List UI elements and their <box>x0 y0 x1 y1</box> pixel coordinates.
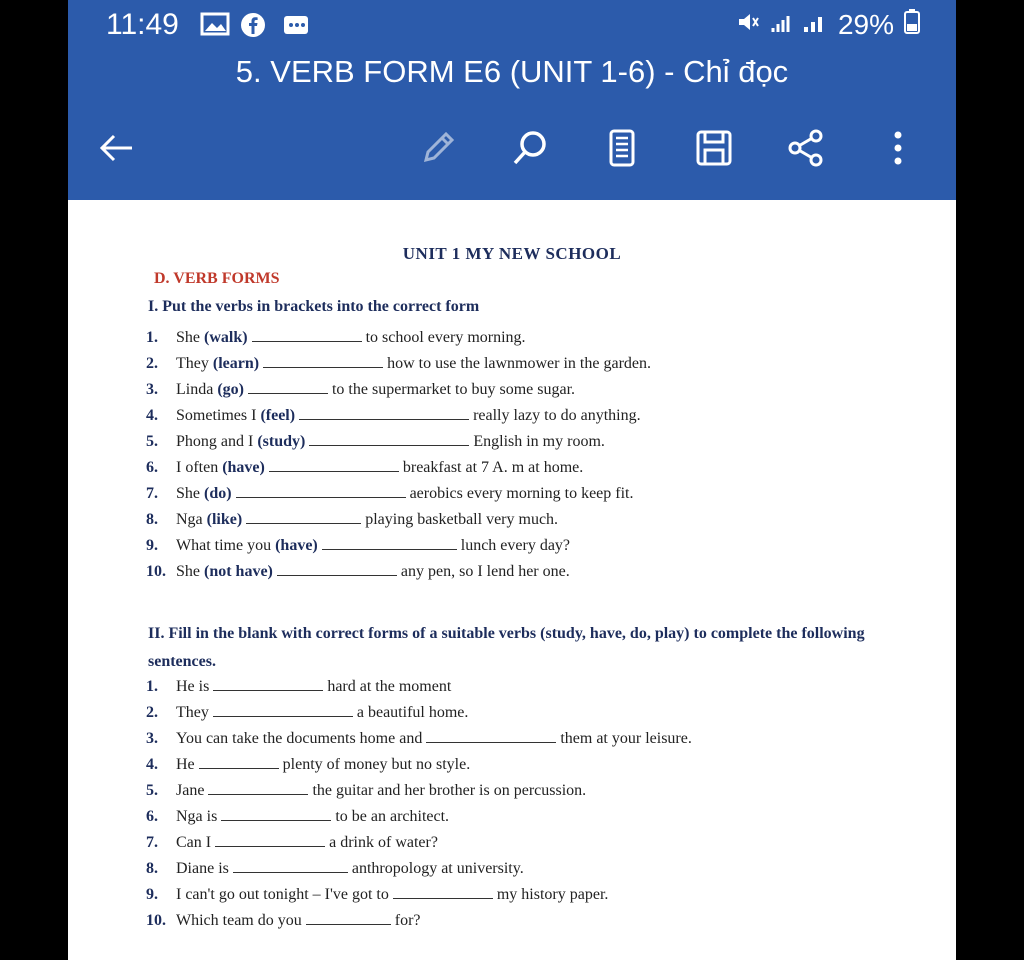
save-icon[interactable] <box>690 124 738 172</box>
answer-blank <box>208 780 308 795</box>
answer-blank <box>322 535 457 550</box>
exercise-1-item: 2. They (learn) how to use the lawnmower in the garden. <box>146 355 652 372</box>
exercise-1-item: 3. Linda (go) to the supermarket to buy some sugar. <box>146 381 576 398</box>
signal-icon <box>802 9 828 41</box>
exercise-2-item: 4. He plenty of money but no style. <box>146 756 471 773</box>
answer-blank <box>233 858 348 873</box>
exercise-1-item: 5. Phong and I (study) English in my room. <box>146 433 605 450</box>
exercise-2-item: 6. Nga is to be an architect. <box>146 808 450 825</box>
battery-percent: 29% <box>837 8 894 40</box>
facebook-icon <box>240 12 266 43</box>
answer-blank <box>248 379 328 394</box>
answer-blank <box>252 327 362 342</box>
wifi-calling-icon <box>770 9 792 41</box>
back-arrow-icon[interactable] <box>92 124 140 172</box>
battery-icon <box>904 8 920 41</box>
answer-blank <box>213 676 323 691</box>
answer-blank <box>299 405 469 420</box>
status-time: 11:49 <box>106 8 179 41</box>
exercise-2-item: 3. You can take the documents home and them at your leisure. <box>146 730 692 747</box>
exercise-2-item: 7. Can I a drink of water? <box>146 834 438 851</box>
reader-mode-icon[interactable] <box>598 124 646 172</box>
exercise-2-item: 2. They a beautiful home. <box>146 704 469 721</box>
exercise-2-item: 10. Which team do you for? <box>146 912 421 929</box>
answer-blank <box>277 561 397 576</box>
exercise-2-item: 1. He is hard at the moment <box>146 678 452 695</box>
answer-blank <box>246 509 361 524</box>
phone-screen <box>68 0 956 960</box>
answer-blank <box>213 702 353 717</box>
exercise-1-heading: I. Put the verbs in brackets into the correct form <box>148 298 480 315</box>
exercise-2-item: 9. I can't go out tonight – I've got to my history paper. <box>146 886 609 903</box>
exercise-2-item: 8. Diane is anthropology at university. <box>146 860 524 877</box>
answer-blank <box>393 884 493 899</box>
exercise-1-item: 10. She (not have) any pen, so I lend her one. <box>146 563 570 580</box>
exercise-1-item: 8. Nga (like) playing basketball very much. <box>146 511 559 528</box>
answer-blank <box>221 806 331 821</box>
answer-blank <box>269 457 399 472</box>
share-icon[interactable] <box>782 124 830 172</box>
document-page[interactable] <box>68 200 956 960</box>
exercise-2-heading: II. Fill in the blank with correct forms of a suitable verbs (study, have, do, play) to complete the following sentences. <box>148 625 865 670</box>
answer-blank <box>426 728 556 743</box>
section-heading: D. VERB FORMS <box>154 270 280 287</box>
exercise-1-item: 7. She (do) aerobics every morning to keep fit. <box>146 485 634 502</box>
answer-blank <box>306 910 391 925</box>
answer-blank <box>309 431 469 446</box>
unit-title: UNIT 1 MY NEW SCHOOL <box>402 244 622 263</box>
notification-icon <box>282 12 310 41</box>
exercise-1-item: 9. What time you (have) lunch every day? <box>146 537 571 554</box>
exercise-1-item: 6. I often (have) breakfast at 7 A. m at home. <box>146 459 584 476</box>
more-icon[interactable] <box>874 124 922 172</box>
app-bar <box>68 0 956 200</box>
pencil-icon[interactable] <box>414 124 462 172</box>
answer-blank <box>199 754 279 769</box>
answer-blank <box>263 353 383 368</box>
document-title: 5. VERB FORM E6 (UNIT 1-6) - Chỉ đọc <box>235 54 789 89</box>
exercise-2-item: 5. Jane the guitar and her brother is on percussion. <box>146 782 587 799</box>
gallery-icon <box>200 12 230 41</box>
search-icon[interactable] <box>506 124 554 172</box>
status-right <box>736 8 920 41</box>
exercise-1-item: 1. She (walk) to school every morning. <box>146 329 526 346</box>
answer-blank <box>215 832 325 847</box>
exercise-1-item: 4. Sometimes I (feel) really lazy to do anything. <box>146 407 641 424</box>
mute-icon <box>736 9 760 41</box>
answer-blank <box>236 483 406 498</box>
